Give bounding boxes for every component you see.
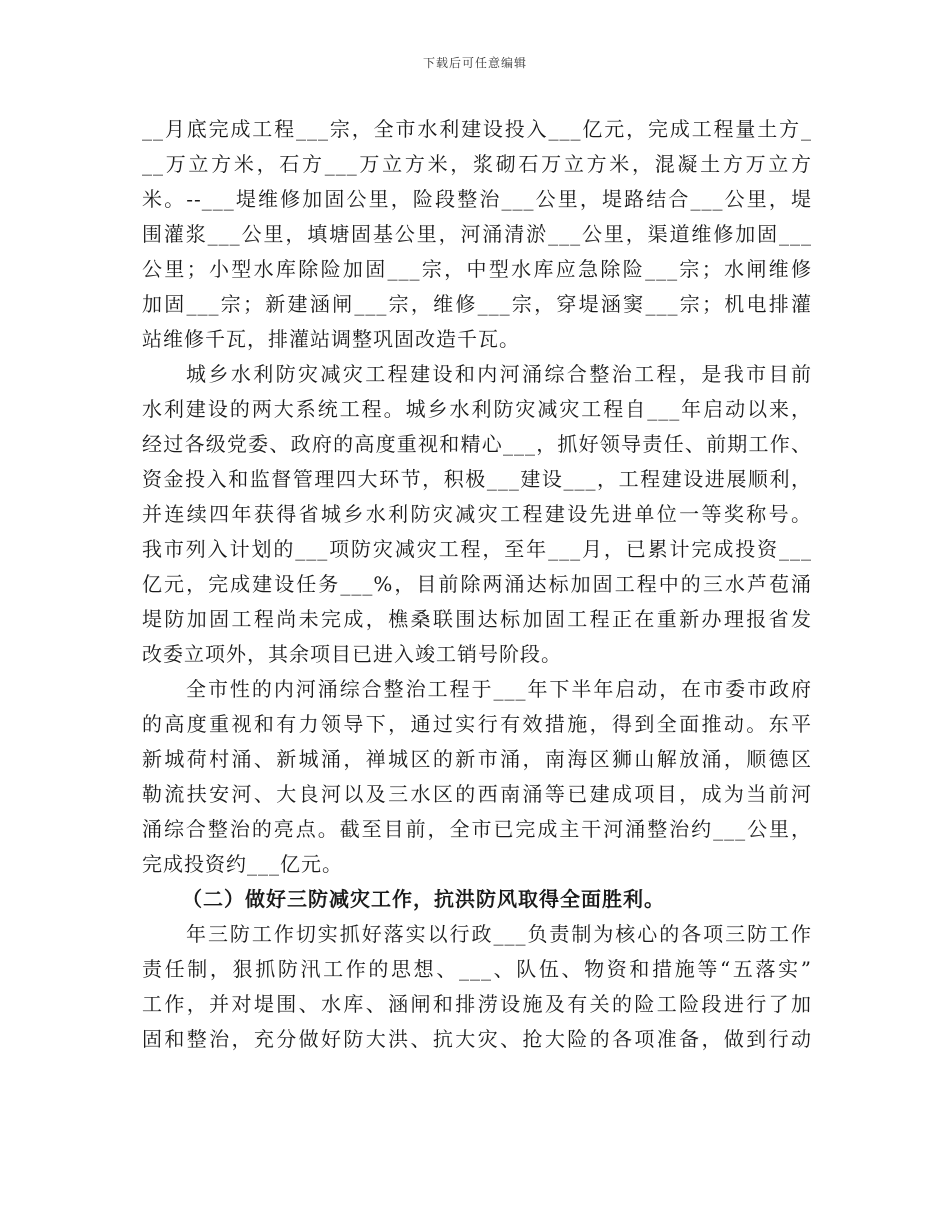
paragraph-first-line: 城乡水利防灾减灾工程建设和内河涌综合整治工程，是我市目前 [186, 362, 812, 386]
text-line: 我市列入计划的___项防灾减灾工程，至年___月，已累计完成投资___ [142, 537, 812, 561]
header-note: 下载后可任意编辑 [422, 56, 527, 70]
text-line: 勒流扶安河、大良河以及三水区的西南涌等已建成项目，成为当前河 [142, 782, 812, 806]
text-line: 公里；小型水库除险加固___宗，中型水库应急除险___宗；水闸维修 [142, 257, 812, 281]
text-line: 站维修千瓦，排灌站调整巩固改造千瓦。 [142, 327, 520, 351]
text-line: 责任制，狠抓防汛工作的思想、___、队伍、物资和措施等“五落实” [142, 957, 812, 981]
text-line: 涌综合整治的亮点。截至目前，全市已完成主干河涌整治约___公里， [142, 817, 812, 841]
paragraph-first-line: 全市性的内河涌综合整治工程于___年下半年启动，在市委市政府 [186, 677, 812, 701]
text-line: 水利建设的两大系统工程。城乡水利防灾减灾工程自___年启动以来， [142, 397, 812, 421]
text-line: 改委立项外，其余项目已进入竣工销号阶段。 [142, 642, 562, 666]
text-line: 新城荷村涌、新城涌，禅城区的新市涌，南海区狮山解放涌，顺德区 [142, 747, 812, 771]
text-line: 亿元，完成建设任务___%，目前除两涌达标加固工程中的三水芦苞涌 [142, 572, 812, 596]
text-line: __月底完成工程___宗，全市水利建设投入___亿元，完成工程量土方_ [142, 117, 812, 141]
text-line: 经过各级党委、政府的高度重视和精心___，抓好领导责任、前期工作、 [142, 432, 812, 456]
section-heading: （二）做好三防减灾工作，抗洪防风取得全面胜利。 [182, 887, 665, 911]
text-line: 工作，并对堤围、水库、涵闸和排涝设施及有关的险工险段进行了加 [142, 992, 812, 1016]
text-line: 的高度重视和有力领导下，通过实行有效措施，得到全面推动。东平 [142, 712, 812, 736]
text-line: 固和整治，充分做好防大洪、抗大灾、抢大险的各项准备，做到行动 [142, 1027, 812, 1051]
text-line: 加固___宗；新建涵闸___宗，维修___宗，穿堤涵窦___宗；机电排灌 [142, 292, 812, 316]
paragraph-first-line: 年三防工作切实抓好落实以行政___负责制为核心的各项三防工作 [186, 922, 812, 946]
text-line: 围灌浆___公里，填塘固基公里，河涌清淤___公里，渠道维修加固___ [142, 222, 812, 246]
text-line: 并连续四年获得省城乡水利防灾减灾工程建设先进单位一等奖称号。 [142, 502, 812, 526]
text-line: 堤防加固工程尚未完成，樵桑联围达标加固工程正在重新办理报省发 [142, 607, 812, 631]
text-line: 资金投入和监督管理四大环节，积极___建设___，工程建设进展顺利， [142, 467, 812, 491]
document-body [142, 112, 812, 1057]
text-line: 米。--___堤维修加固公里，险段整治___公里，堤路结合___公里，堤 [142, 187, 812, 211]
text-line: __万立方米，石方___万立方米，浆砌石万立方米，混凝土方万立方 [142, 152, 812, 176]
text-line: 完成投资约___亿元。 [142, 852, 343, 876]
